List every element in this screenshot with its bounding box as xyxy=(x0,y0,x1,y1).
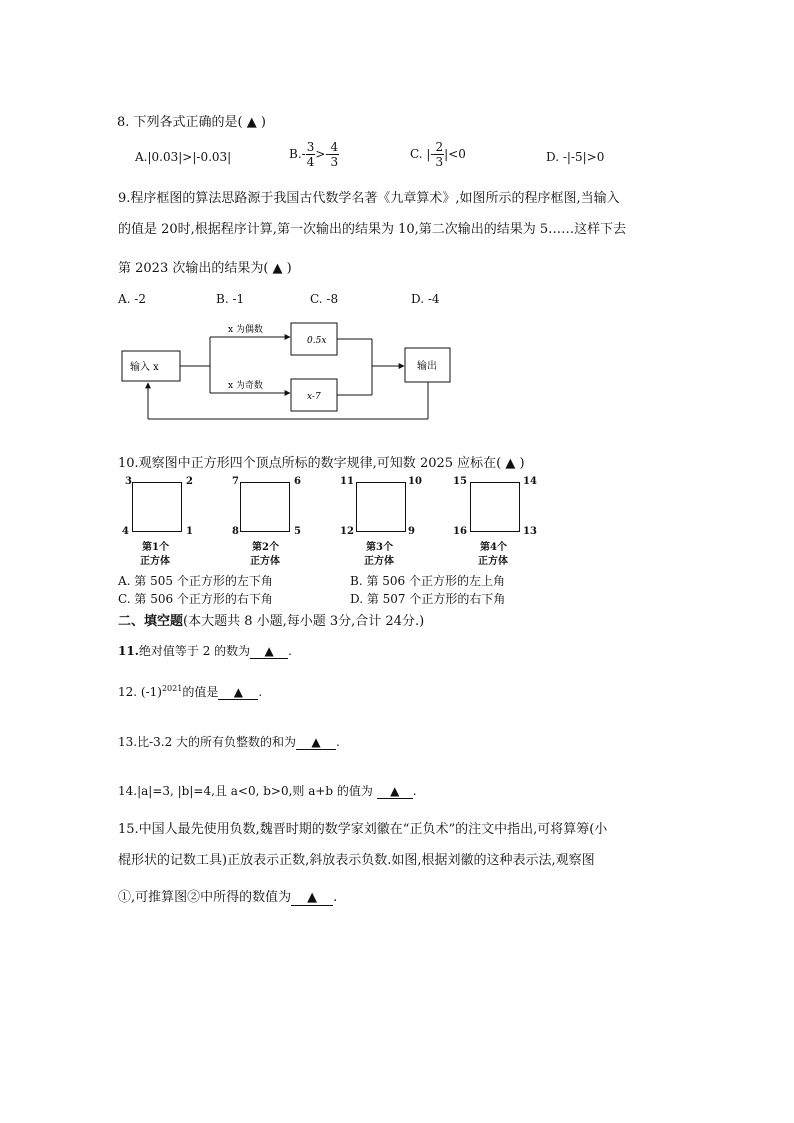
q13: 13.比-3.2 大的所有负整数的和为 ▲ . xyxy=(118,735,340,749)
sq3-tr: 10 xyxy=(408,476,422,487)
sq3-bl: 12 xyxy=(340,526,354,537)
sq2-tr: 6 xyxy=(294,476,301,487)
q12-blank: ▲ xyxy=(218,685,258,700)
section2-title: 二、填空题 xyxy=(118,614,184,629)
q9-option-a: A. -2 xyxy=(118,292,146,306)
q12: 12. $(-1)^{2021}$的值是 ▲ . xyxy=(118,684,263,699)
sq3-caption2: 正方体 xyxy=(364,556,394,567)
sq1-tl: 3 xyxy=(125,476,132,487)
square-1 xyxy=(132,482,182,532)
flow-even-condition: x 为偶数 xyxy=(228,325,263,335)
q15-line2: 棍形状的记数工具)正放表示正数,斜放表示负数.如图,根据刘徽的这种表示法,观察图 xyxy=(118,853,595,868)
q10-option-a: A. 第 505 个正方形的左下角 xyxy=(118,574,273,588)
q9-option-c: C. -8 xyxy=(310,292,339,306)
q8-stem: 8. 下列各式正确的是( ▲ ) xyxy=(117,115,266,130)
sq4-tr: 14 xyxy=(523,476,537,487)
flow-input-label: 输入 x xyxy=(130,362,159,373)
q15-line1: 15.中国人最先使用负数,魏晋时期的数学家刘徽在“正负术”的注文中指出,可将算筹(小 xyxy=(118,822,608,837)
q8-option-a: A.|0.03|>|-0.03| xyxy=(135,150,232,164)
sq1-br: 1 xyxy=(186,526,193,537)
sq4-bl: 16 xyxy=(453,526,467,537)
q9-flowchart xyxy=(110,315,470,425)
flow-odd-condition: x 为奇数 xyxy=(228,381,263,391)
sq1-bl: 4 xyxy=(122,526,129,537)
sq2-tl: 7 xyxy=(232,476,239,487)
sq3-br: 9 xyxy=(408,526,415,537)
sq1-caption1: 第1个 xyxy=(142,542,169,553)
q10-option-b: B. 第 506 个正方形的左上角 xyxy=(350,574,505,588)
sq3-caption1: 第3个 xyxy=(366,542,393,553)
section2-desc: (本大题共 8 小题,每小题 3分,合计 24分.) xyxy=(183,614,425,629)
q15-line3: ①,可推算图②中所得的数值为 ▲ . xyxy=(118,890,338,905)
section2-heading xyxy=(118,610,424,629)
q14-blank: ▲ xyxy=(377,784,413,799)
sq4-br: 13 xyxy=(523,526,537,537)
q10-option-c: C. 第 506 个正方形的右下角 xyxy=(118,592,273,606)
sq3-tl: 11 xyxy=(340,476,354,487)
sq1-tr: 2 xyxy=(186,476,193,487)
flow-odd-op: x-7 xyxy=(307,392,321,402)
q15-blank: ▲ xyxy=(291,890,333,906)
sq2-caption2: 正方体 xyxy=(250,556,280,567)
sq4-caption1: 第4个 xyxy=(480,542,507,553)
square-2 xyxy=(240,482,290,532)
q11: 11.绝对值等于 2 的数为 ▲ . xyxy=(118,644,292,658)
q10-option-d: D. 第 507 个正方形的右下角 xyxy=(350,592,506,606)
sq4-tl: 15 xyxy=(453,476,467,487)
sq4-caption2: 正方体 xyxy=(478,556,508,567)
flow-output-label: 输出 xyxy=(417,361,437,372)
q9-line1: 9.程序框图的算法思路源于我国古代数学名著《九章算术》,如图所示的程序框图,当输入 xyxy=(118,191,620,206)
sq1-caption2: 正方体 xyxy=(140,556,170,567)
q8-option-c: C. |- $\frac{2}{3}$ |<0 xyxy=(410,140,466,169)
sq2-caption1: 第2个 xyxy=(252,542,279,553)
q8-option-d: D. -|-5|>0 xyxy=(546,150,605,164)
sq2-bl: 8 xyxy=(232,526,239,537)
sq2-br: 5 xyxy=(294,526,301,537)
q10-stem: 10.观察图中正方形四个顶点所标的数字规律,可知数 2025 应标在( ▲ ) xyxy=(118,456,525,471)
q11-blank: ▲ xyxy=(250,644,288,659)
square-3 xyxy=(356,482,406,532)
q8-option-b: B.- $\frac{3}{4}$ >- $\frac{4}{3}$ xyxy=(289,140,339,169)
q9-option-b: B. -1 xyxy=(216,292,245,306)
flow-even-op: 0.5x xyxy=(307,336,327,346)
q9-line3: 第 2023 次输出的结果为( ▲ ) xyxy=(118,261,292,276)
q14: 14.|a|=3, |b|=4,且 a<0, b>0,则 a+b 的值为 ▲ . xyxy=(118,784,417,798)
q9-line2: 的值是 20时,根据程序计算,第一次输出的结果为 10,第二次输出的结果为 5……这样下去 xyxy=(118,222,627,237)
q9-option-d: D. -4 xyxy=(411,292,440,306)
q13-blank: ▲ xyxy=(296,735,336,750)
q10-squares xyxy=(120,474,540,570)
square-4 xyxy=(470,482,520,532)
